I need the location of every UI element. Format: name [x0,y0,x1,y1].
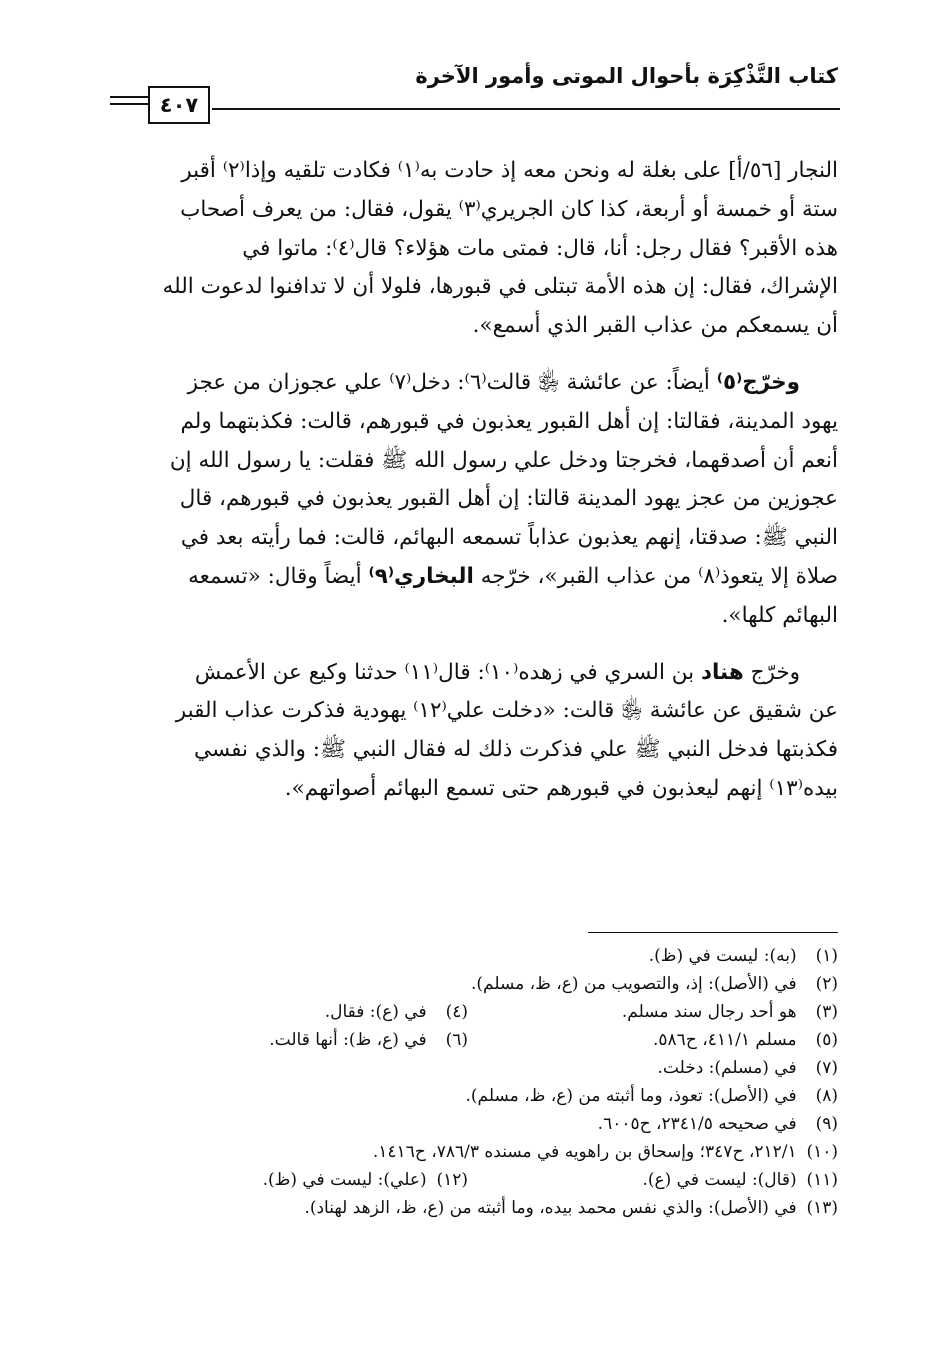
footnote: (٢) في (الأصل): إذ، والتصويب من (ع، ظ، مسلم). [471,974,838,994]
main-text [108,152,838,809]
text-line: عجوزين من عجز يهود المدينة قالتا: إن أهل القبور يعذبون في قبورهم، قال [179,486,838,512]
footnote: (١) (به): ليست في (ظ). [648,946,838,966]
running-title: كتاب التَّذْكِرَة بأحوال الموتى وأمور الآخرة [415,64,838,88]
paragraph-2 [108,364,838,636]
footnote-rule [588,932,838,933]
footnote: (٤) في (ع): فقال. [324,1002,468,1022]
text-span: وخرّج [743,659,800,685]
bold-name: هناد [700,659,744,685]
footnote: (١٠) ٢١٢/١، ح٣٤٧؛ وإسحاق بن راهويه في مسنده ٧٨٦/٣، ح١٤١٦. [372,1142,838,1162]
text-span: أيضاً وقال: «تسمعه [188,563,369,589]
text-line: النجار [٥٦/أ] على بغلة له ونحن معه إذ حادت به⁽١⁾ فكادت تلقيه وإذا⁽٢⁾ أقبر [181,158,838,183]
header-rule [212,108,840,110]
header-left-rules [110,96,148,110]
paragraph-1 [108,152,838,346]
text-span: أيضاً: عن عائشة ﵂ قالت⁽٦⁾: دخل⁽٧⁾ علي عجوزان من عجز [187,369,717,395]
text-line: بيده⁽١٣⁾ إنهم ليعذبون في قبورهم حتى تسمع البهائم أصواتهم». [284,775,838,801]
footnote: (٦) في (ع، ظ): أنها قالت. [269,1030,468,1050]
footnote: (١١) (قال): ليست في (ع). [642,1170,838,1190]
bold-name: البخاري⁽٩⁾ [368,563,474,589]
footnote: (٨) في (الأصل): تعوذ، وما أثبته من (ع، ظ، مسلم). [465,1086,838,1106]
text-line: ستة أو خمسة أو أربعة، كذا كان الجريري⁽٣⁾ يقول، فقال: من يعرف أصحاب [180,196,838,222]
text-line: أن يسمعكم من عذاب القبر الذي أسمع». [472,313,838,339]
footnote: (١٣) في (الأصل): والذي نفس محمد بيده، وما أثبته من (ع، ظ، الزهد لهناد). [304,1198,838,1218]
text-line: يهود المدينة، فقالتا: إن أهل القبور يعذبون في قبورهم، قالت: فكذبتهما ولم [180,408,838,434]
footnotes [108,942,838,1222]
text-line: أنعم أن أصدقهما، فخرجتا ودخل علي رسول الله ﷺ فقلت: يا رسول الله إن [169,447,838,473]
text-line [108,654,838,693]
text-line: النبي ﷺ: صدقتا، إنهم يعذبون عذاباً تسمعه البهائم، قالت: فما رأيته بعد في [180,525,838,551]
text-line: البهائم كلها». [721,602,838,628]
page-number: ٤٠٧ [148,86,210,124]
text-line: فكذبتها فدخل النبي ﷺ علي فذكرت ذلك له فقال النبي ﷺ: والذي نفسي [194,737,838,763]
text-span: بن السري في زهده⁽١٠⁾: قال⁽١١⁾ حدثنا وكيع عن الأعمش [194,659,701,685]
text-line: هذه الأقبر؟ فقال رجل: أنا، قال: فمتى مات هؤلاء؟ قال⁽٤⁾: ماتوا في [242,235,838,261]
text-line [108,558,838,597]
text-span: صلاة إلا يتعوذ⁽٨⁾ من عذاب القبر»، خرّجه [473,563,838,589]
text-line: عن شقيق عن عائشة ﵂ قالت: «دخلت علي⁽١٢⁾ يهودية فذكرت عذاب القبر [175,698,838,724]
paragraph-3 [108,654,838,809]
footnote: (٥) مسلم ٤١١/١، ح٥٨٦. [653,1030,838,1050]
footnote: (٣) هو أحد رجال سند مسلم. [621,1002,838,1022]
text-line [108,364,838,403]
footnote: (٩) في صحيحه ٢٣٤١/٥، ح٦٠٠٥. [597,1114,838,1134]
lead-word: وخرّج⁽٥⁾ [716,369,800,395]
footnote: (١٢) (علي): ليست في (ظ). [262,1170,468,1190]
text-line: الإشراك، فقال: إن هذه الأمة تبتلى في قبورها، فلولا أن لا تدافنوا لدعوت الله [162,274,838,300]
footnote: (٧) في (مسلم): دخلت. [657,1058,838,1078]
